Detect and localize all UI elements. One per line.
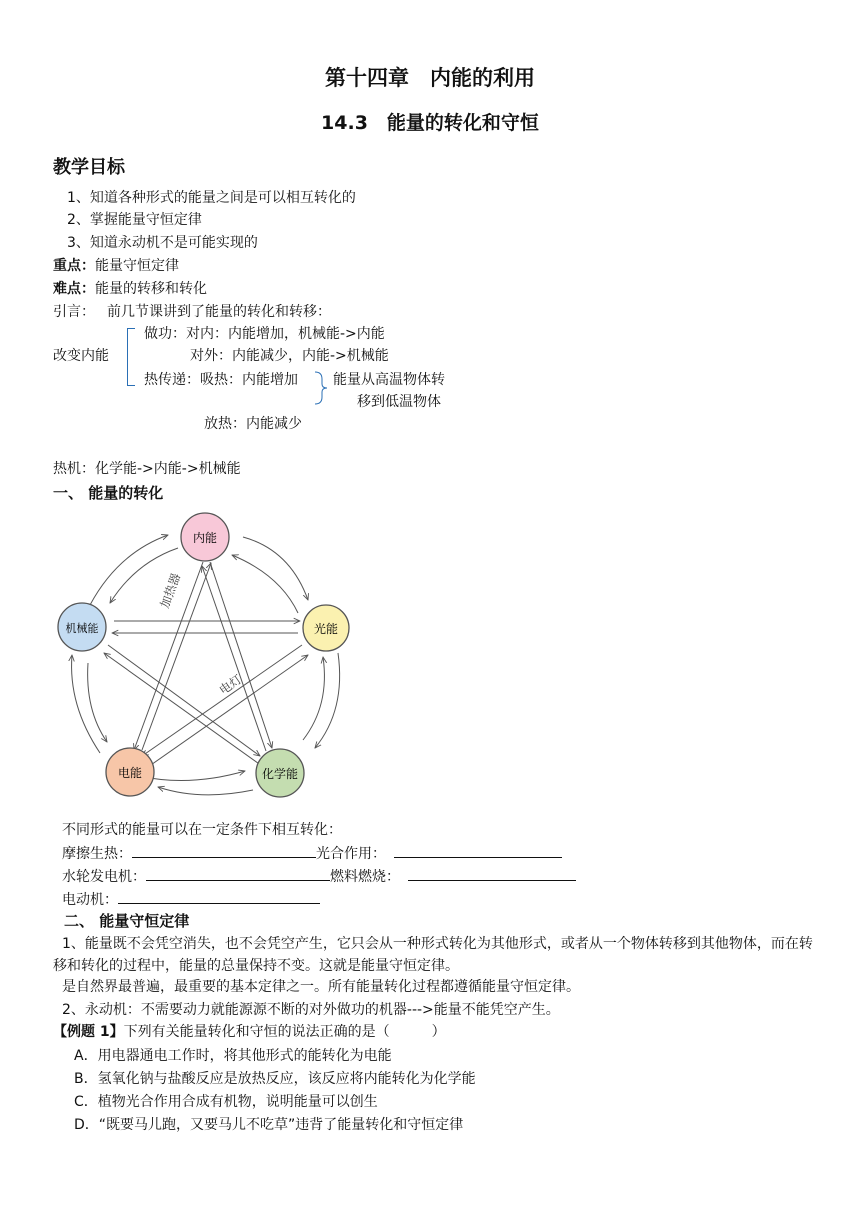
section-title: 14.3 能量的转化和守恒 bbox=[321, 112, 539, 134]
conservation-importance: 是自然界最普遍，最重要的基本定律之一。所有能量转化过程都遵循能量守恒定律。 bbox=[62, 979, 580, 995]
example-question-text: 下列有关能量转化和守恒的说法正确的是（ ） bbox=[123, 1024, 446, 1040]
lamp-label: 电灯 bbox=[216, 672, 245, 698]
arrow-light-to-internal bbox=[232, 555, 298, 613]
work-out-text: 对外：内能减少，内能->机械能 bbox=[190, 348, 389, 364]
blank-label: 摩擦生热： bbox=[62, 846, 132, 862]
arrow-mechanical-to-chemical bbox=[108, 645, 260, 756]
option-a: A．用电器通电工作时，将其他形式的能转化为电能 bbox=[74, 1048, 392, 1064]
node-internal-energy bbox=[181, 513, 229, 561]
node-label: 电能 bbox=[117, 766, 143, 780]
blank-label: 光合作用： bbox=[316, 846, 386, 862]
heat-release-text: 放热：内能减少 bbox=[204, 416, 302, 432]
heat-note-2: 移到低温物体 bbox=[357, 394, 441, 410]
arrow-mechanical-to-electric bbox=[88, 663, 107, 742]
node-mechanical-energy bbox=[58, 603, 106, 651]
right-brace bbox=[313, 370, 329, 406]
intro-line bbox=[53, 302, 331, 322]
answer-blank[interactable] bbox=[118, 889, 320, 904]
intro-text: 前几节课讲到了能量的转化和转移： bbox=[107, 304, 331, 320]
answer-blank[interactable] bbox=[408, 866, 576, 881]
part1-heading: 一、 能量的转化 bbox=[53, 484, 164, 502]
blank-line-1 bbox=[62, 843, 562, 864]
key-point bbox=[53, 256, 179, 276]
blank-label: 电动机： bbox=[62, 892, 118, 908]
heat-engine-text: 热机：化学能->内能->机械能 bbox=[53, 461, 241, 477]
blank-line-2 bbox=[62, 866, 576, 887]
arrow-chemical-to-internal bbox=[202, 566, 266, 751]
arrow-electric-to-mechanical bbox=[72, 655, 100, 753]
difficult-point-text: 能量的转移和转化 bbox=[95, 281, 207, 297]
work-line bbox=[144, 324, 385, 344]
intro-label: 引言： bbox=[53, 304, 95, 320]
heat-note-1: 能量从高温物体转 bbox=[333, 372, 445, 388]
answer-blank[interactable] bbox=[146, 866, 330, 881]
difficult-point-label: 难点： bbox=[53, 281, 95, 297]
arrow-internal-to-light bbox=[243, 537, 308, 600]
node-label: 化学能 bbox=[261, 767, 299, 781]
example-label: 【例题 1】 bbox=[53, 1024, 124, 1040]
node-label: 机械能 bbox=[65, 622, 99, 635]
node-label: 光能 bbox=[313, 622, 339, 636]
change-internal-energy-label: 改变内能 bbox=[53, 348, 109, 364]
heat-line bbox=[144, 370, 298, 390]
option-b: B．氢氧化钠与盐酸反应是放热反应，该反应将内能转化为化学能 bbox=[74, 1071, 476, 1087]
arrow-electric-to-chemical bbox=[139, 771, 245, 780]
key-point-text: 能量守恒定律 bbox=[95, 258, 179, 274]
node-electric-energy bbox=[106, 748, 154, 796]
energy-conversion-diagram bbox=[40, 505, 370, 820]
arrow-chemical-to-electric bbox=[158, 787, 253, 795]
node-label: 内能 bbox=[192, 531, 218, 545]
goals-heading: 教学目标 bbox=[53, 157, 125, 178]
option-d: D．“既要马儿跑，又要马儿不吃草”违背了能量转化和守恒定律 bbox=[74, 1117, 464, 1133]
conversion-intro: 不同形式的能量可以在一定条件下相互转化： bbox=[62, 822, 342, 838]
heat-absorb-text: 吸热：内能增加 bbox=[200, 372, 298, 388]
answer-blank[interactable] bbox=[132, 843, 316, 858]
arrow-mechanical-to-internal bbox=[90, 535, 168, 605]
work-label: 做功： bbox=[144, 326, 186, 342]
chapter-title: 第十四章 内能的利用 bbox=[325, 66, 535, 90]
difficult-point bbox=[53, 279, 207, 299]
arrow-chemical-to-light bbox=[303, 657, 324, 740]
work-in-text: 对内：内能增加，机械能->内能 bbox=[186, 326, 385, 342]
answer-blank[interactable] bbox=[394, 843, 562, 858]
goal-item: 3、知道永动机不是可能实现的 bbox=[67, 235, 258, 251]
arrow-light-to-chemical bbox=[315, 653, 340, 748]
blank-line-3 bbox=[62, 889, 320, 910]
arrow-internal-to-chemical bbox=[210, 562, 272, 748]
goal-item: 2、掌握能量守恒定律 bbox=[67, 212, 202, 228]
node-light-energy bbox=[303, 605, 349, 651]
blank-label: 燃料燃烧： bbox=[330, 869, 400, 885]
perpetual-motion-text: 2、永动机：不需要动力就能源源不断的对外做功的机器--->能量不能凭空产生。 bbox=[62, 1002, 560, 1018]
node-chemical-energy bbox=[256, 749, 304, 797]
heater-label: 加热器 bbox=[157, 571, 184, 611]
goal-item: 1、知道各种形式的能量之间是可以相互转化的 bbox=[67, 190, 356, 206]
heat-label: 热传递： bbox=[144, 372, 200, 388]
left-brace bbox=[127, 328, 135, 386]
conservation-paragraph: 1、能量既不会凭空消失，也不会凭空产生，它只会从一种形式转化为其他形式，或者从一个物体转移到其他物体，而在转移和转化的过程中，能量的总量保持不变。这就是能量守恒定律。 bbox=[53, 936, 813, 974]
option-c: C．植物光合作用合成有机物，说明能量可以创生 bbox=[74, 1094, 378, 1110]
part2-heading: 二、 能量守恒定律 bbox=[64, 912, 190, 930]
key-point-label: 重点： bbox=[53, 258, 95, 274]
example-question bbox=[53, 1022, 446, 1042]
blank-label: 水轮发电机： bbox=[62, 869, 146, 885]
